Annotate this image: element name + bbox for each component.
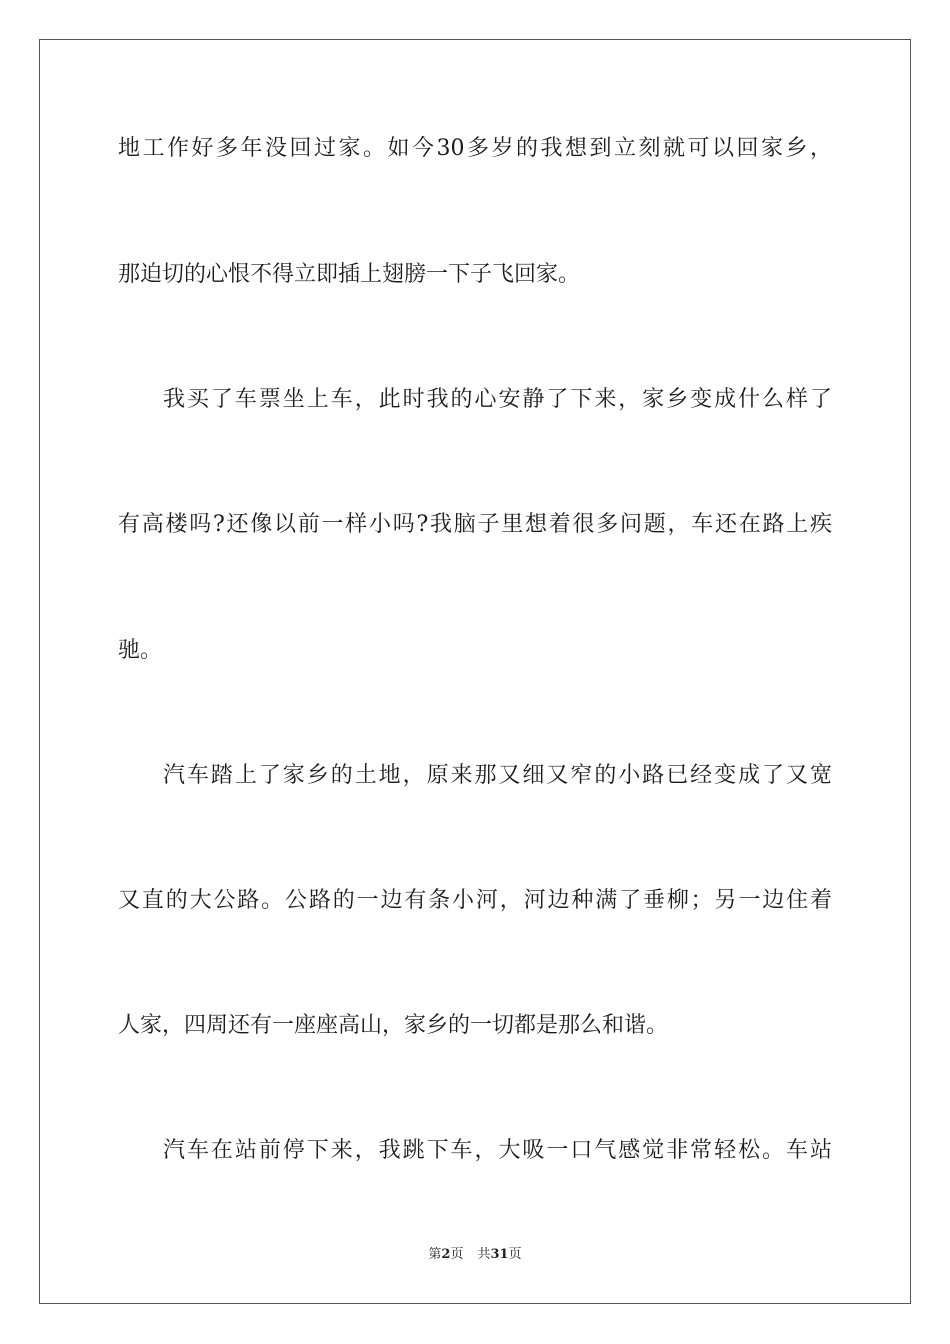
page-border — [39, 39, 911, 1304]
paragraph-first-line: 我买了车票坐上车，此时我的心安静了下来，家乡变成什么样了 — [163, 387, 832, 412]
text-line: 人家，四周还有一座座高山，家乡的一切都是那么和谐。 — [118, 1013, 669, 1038]
text-line: 那迫切的心恨不得立即插上翅膀一下子飞回家。 — [118, 262, 581, 287]
paragraph-first-line: 汽车在站前停下来，我跳下车，大吸一口气感觉非常轻松。车站 — [163, 1138, 832, 1163]
total-prefix: 共 — [477, 1247, 491, 1262]
page-number: 2 — [441, 1247, 451, 1262]
total-suffix: 页 — [508, 1247, 522, 1262]
text-line: 有高楼吗?还像以前一样小吗?我脑子里想着很多问题，车还在路上疾 — [118, 512, 832, 537]
total-pages: 31 — [490, 1247, 509, 1262]
text-line: 地工作好多年没回过家。如今30多岁的我想到立刻就可以回家乡， — [118, 136, 832, 161]
text-line: 驰。 — [118, 638, 163, 663]
page-suffix: 页 — [450, 1247, 464, 1262]
page-prefix: 第 — [428, 1247, 442, 1262]
paragraph-first-line: 汽车踏上了家乡的土地，原来那又细又窄的小路已经变成了又宽 — [163, 763, 832, 788]
page-footer — [0, 1246, 950, 1264]
text-line: 又直的大公路。公路的一边有条小河，河边种满了垂柳；另一边住着 — [118, 888, 832, 913]
